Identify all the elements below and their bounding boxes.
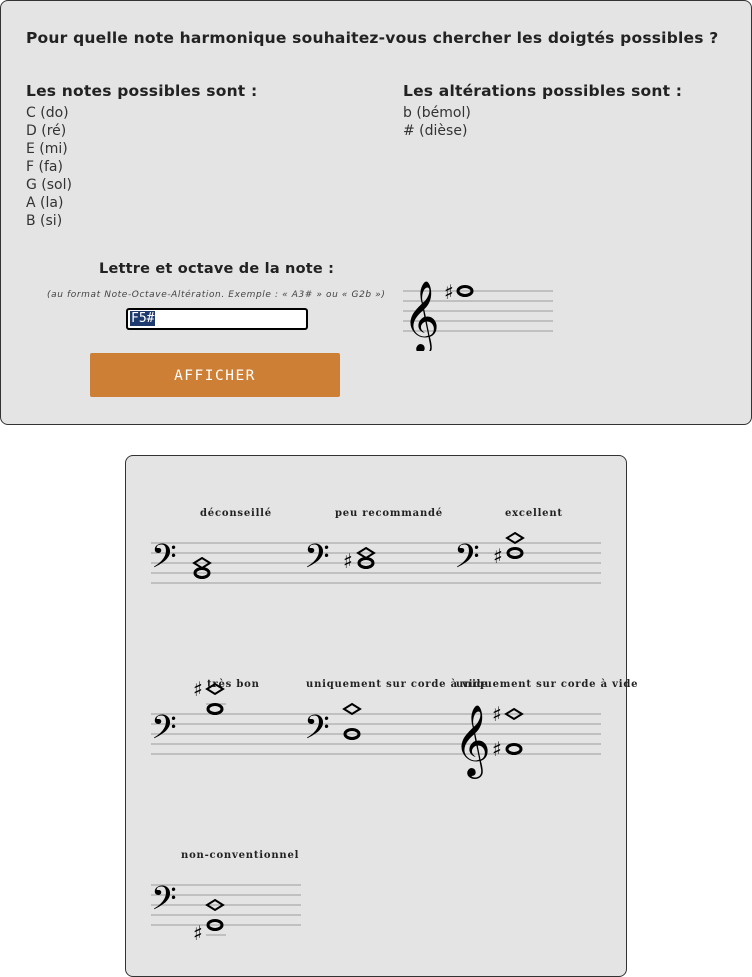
result-label: très bon xyxy=(207,679,260,690)
result-label: peu recommandé xyxy=(335,508,443,519)
list-item: A (la) xyxy=(26,195,64,211)
whole-note-icon xyxy=(507,745,521,754)
fingerings-results-panel xyxy=(125,455,639,977)
result-excellent xyxy=(454,533,523,584)
treble-clef-icon: 𝄞 xyxy=(454,703,491,776)
alterations-title: Les altérations possibles sont : xyxy=(403,82,683,100)
harmonic-diamond-icon xyxy=(207,684,223,694)
note-search-panel xyxy=(0,0,752,425)
list-item: G (sol) xyxy=(26,177,72,193)
notes-title: Les notes possibles sont : xyxy=(26,82,258,100)
result-label: uniquement sur corde à vide xyxy=(456,679,639,690)
note-input[interactable] xyxy=(126,308,308,330)
harmonic-diamond-icon xyxy=(344,704,360,714)
form-hint: (au format Note-Octave-Altération. Exemple : « A3# » ou « G2b ») xyxy=(47,290,386,300)
fingerings-staves xyxy=(126,456,626,956)
list-item: D (ré) xyxy=(26,123,67,139)
sharp-icon: ♯ xyxy=(444,280,454,304)
list-item: b (bémol) xyxy=(403,105,471,121)
list-item: E (mi) xyxy=(26,141,68,157)
afficher-button[interactable]: AFFICHER xyxy=(90,353,340,397)
bass-clef-icon: 𝄢 xyxy=(304,538,330,584)
sharp-icon: ♯ xyxy=(492,737,502,761)
result-deconseille xyxy=(151,538,210,584)
result-tres-bon xyxy=(151,677,226,755)
sharp-icon: ♯ xyxy=(193,677,203,701)
result-label: non-conventionnel xyxy=(181,850,300,861)
result-label: déconseillé xyxy=(200,508,272,519)
result-label: excellent xyxy=(505,508,563,519)
harmonic-diamond-icon xyxy=(507,533,523,543)
sharp-icon: ♯ xyxy=(193,921,203,945)
list-item: # (dièse) xyxy=(403,123,468,139)
note-input-value: F5# xyxy=(131,311,155,326)
list-item: B (si) xyxy=(26,213,63,229)
bass-clef-icon: 𝄢 xyxy=(454,538,480,584)
result-label: uniquement sur corde à vide xyxy=(306,679,489,690)
note-preview-staff xyxy=(401,271,561,351)
bass-clef-icon: 𝄢 xyxy=(151,538,177,584)
treble-clef-icon: 𝄞 xyxy=(403,279,440,351)
result-non-conventionnel xyxy=(151,880,226,945)
bass-clef-icon: 𝄢 xyxy=(151,880,177,926)
sharp-icon: ♯ xyxy=(492,702,502,726)
list-item: F (fa) xyxy=(26,159,63,175)
notes-list xyxy=(26,104,72,230)
result-corde-vide-bass xyxy=(304,704,360,755)
bass-clef-icon: 𝄢 xyxy=(304,709,330,755)
question-heading: Pour quelle note harmonique souhaitez-vous chercher les doigtés possibles ? xyxy=(26,29,719,47)
list-item: C (do) xyxy=(26,105,69,121)
form-title: Lettre et octave de la note : xyxy=(99,261,335,277)
sharp-icon: ♯ xyxy=(343,549,353,573)
whole-note-icon xyxy=(208,705,222,714)
bass-clef-icon: 𝄢 xyxy=(151,709,177,755)
alterations-list xyxy=(403,104,471,140)
result-peu-recommande xyxy=(304,538,374,584)
sharp-icon: ♯ xyxy=(493,544,503,568)
